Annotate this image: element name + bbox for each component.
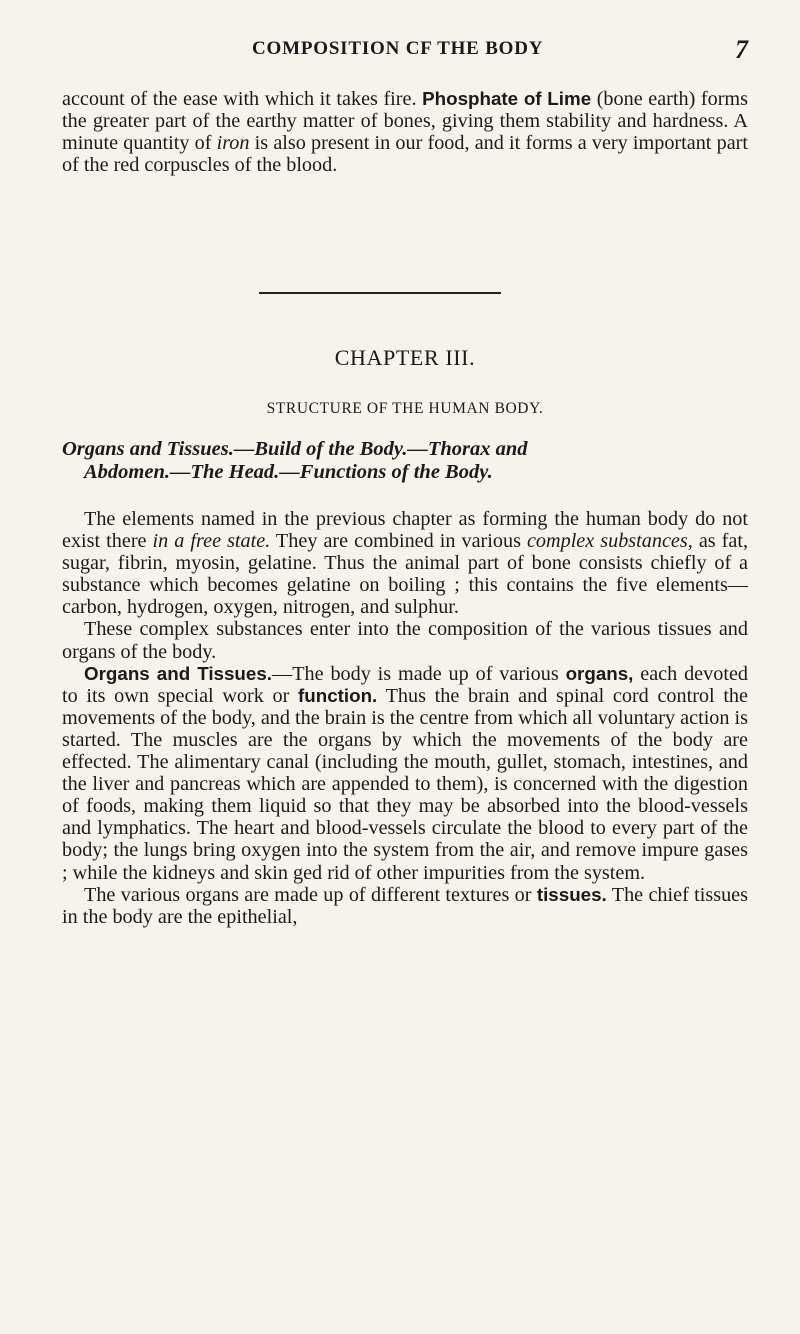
text-run: account of the ease with which it takes fire. — [62, 88, 423, 110]
text-run: They are combined in various — [270, 530, 527, 553]
chapter-subtitle: STRUCTURE OF THE HUMAN BODY. — [266, 400, 544, 417]
opening-paragraph — [62, 88, 748, 176]
keyword-phosphate-of-lime: Phosphate of Lime — [422, 88, 592, 109]
paragraph-organs-and-tissues — [62, 663, 748, 884]
chapter-title: CHAPTER III. — [334, 345, 476, 370]
section-divider — [259, 292, 501, 294]
running-header — [62, 35, 748, 64]
chapter-body — [62, 508, 748, 928]
text-run: (bone earth) forms the greater part of the earthy matter of bones, giving them stability and hardness. A minute quantity of — [62, 88, 748, 155]
keyword-tissues: tissues. — [536, 883, 607, 905]
emphasis-iron: iron — [216, 132, 250, 155]
text-run: The chief tissues in the body are the epithelial, — [62, 883, 748, 928]
side-heading: Organs and Tissues. — [84, 662, 273, 684]
emphasis-complex-substances: complex substances, — [526, 530, 693, 553]
paragraph-composition: These complex substances enter into the composition of the various tissues and organs of the body. — [62, 618, 748, 663]
synopsis-line-2: Abdomen.—The Head.—Functions of the Body. — [84, 461, 493, 483]
chapter-synopsis — [62, 438, 748, 484]
text-run: —The body is made up of various — [272, 662, 566, 685]
synopsis-line-1: Organs and Tissues.—Build of the Body.—Thorax and — [62, 438, 528, 460]
text-run: The various organs are made up of different textures or — [84, 883, 537, 906]
text-run: The elements named in the previous chapter as forming the human body do not exist there — [62, 508, 748, 553]
paragraph-elements — [62, 508, 748, 618]
page-number: 7 — [735, 35, 748, 64]
running-title: COMPOSITION CF THE BODY — [252, 38, 544, 59]
text-run: each devoted to its own special work or — [62, 662, 748, 707]
paragraph-tissues — [62, 884, 748, 928]
emphasis-free-state: in a free state. — [152, 530, 271, 553]
keyword-organs: organs, — [565, 662, 634, 684]
text-run: as fat, sugar, fibrin, myosin, gelatine. Thus the animal part of bone consists chiefly of a substance which becomes gelatine on boiling ; this contains the five elements—carbon, hydrogen, oxygen, nitrogen, and sulphur. — [62, 530, 749, 619]
text-run: Thus the brain and spinal cord control the movements of the body, and the brain is the centre from which all voluntary action is started. The muscles are the organs by which the movements of the body are effected. The alimentary canal (including the mouth, gullet, stomach, intestines, and the liver and pancreas which are appended to them), is concerned with the digestion of foods, making them liquid so that they may be absorbed into the blood-vessels and lymphatics. The heart and blood-vessels circulate the blood to every part of the body; the lungs bring oxygen into the system from the air, and remove impure gases ; while the kidneys and skin ged rid of other impurities from the system. — [62, 684, 748, 884]
text-run: is also present in our food, and it forms a very important part of the red corpuscles of the blood. — [62, 132, 748, 177]
keyword-function: function. — [298, 684, 378, 706]
